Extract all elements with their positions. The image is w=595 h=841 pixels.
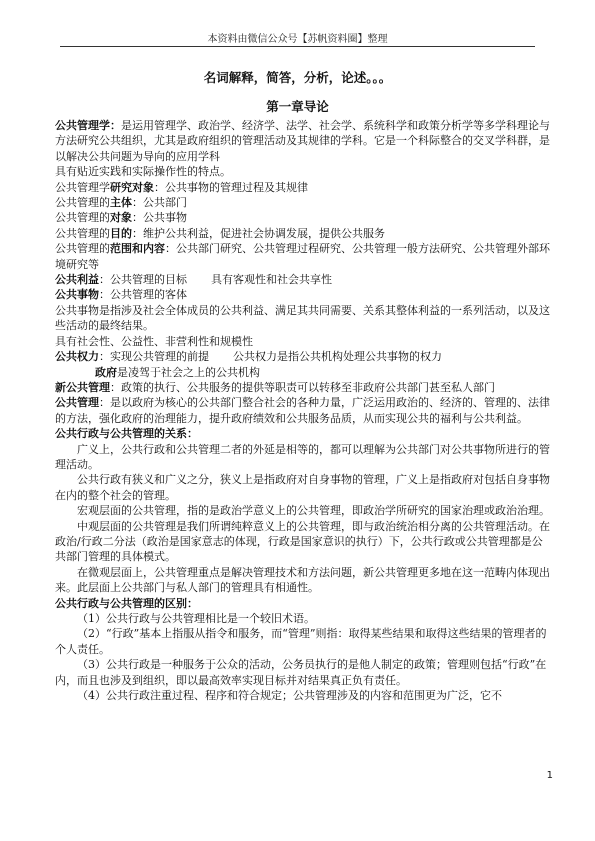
difference-heading: 公共行政与公共管理的区别：: [55, 596, 198, 610]
difference-item: （2）“行政”基本上指服从指令和服务，而“管理”则指：取得某些结果和取得这些结果的管理者的个人责任。: [55, 627, 547, 656]
term-label: 新公共管理: [55, 380, 110, 394]
interest-line: 公共利益：公共管理的目标 具有客观性和社会共享性: [55, 273, 332, 287]
scope-line: 公共管理的范围和内容：公共部门研究、公共管理过程研究、公共管理一般方法研究、公共管理外部环境研究等: [55, 242, 550, 271]
object-line: 公共管理学研究对象：公共事物的管理过程及其规律: [55, 180, 308, 194]
term-label: 公共管理: [55, 396, 99, 410]
relation-paragraph: 宏观层面的公共管理，指的是政治学意义上的公共管理，即政治学所研究的国家治理或政治治理。: [77, 504, 550, 518]
new-public-management-line: 新公共管理：政策的执行、公共服务的提供等职责可以转移至非政府公共部门甚至私人部门: [55, 380, 495, 394]
page-number: 1: [546, 770, 553, 781]
definition-text: 是运用管理学、政治学、经济学、法学、社会学、系统科学和政策分析学等多学科理论与方法研究公共组织，尤其是政府组织的管理活动及其规律的学科。它是一个科际整合的交叉学科群，是以解决公共问题为导向的应用学科: [55, 119, 550, 163]
government-line: 政府是凌驾于社会之上的公共机构: [95, 365, 260, 379]
header-rule: [60, 46, 535, 47]
term-label: 公共事物: [55, 288, 99, 302]
term-label: 范围和内容: [110, 242, 165, 256]
relation-paragraph: 在微观层面上，公共管理重点是解决管理技术和方法问题，新公共管理更多地在这一范畴内体现出来。此层面上公共部门与私人部门的管理具有相通性。: [55, 565, 550, 595]
target-line: 公共管理的对象：公共事物: [55, 211, 187, 225]
term-label: 目的: [110, 226, 132, 240]
term-label: 研究对象: [110, 180, 154, 194]
term-label: 公共管理学：: [55, 119, 121, 132]
relation-paragraph: 中观层面的公共管理是我们所谓纯粹意义上的公共管理，即与政治统治相分离的公共管理活动。在政治/行政二分法（政治是国家意志的体现，行政是国家意识的执行）下，公共行政或公共管理都是公共部门管理的具体模式。: [55, 519, 550, 564]
difference-item: （3）公共行政是一种服务于公众的活动，公务员执行的是他人制定的政策；管理则包括“行政”在内，而且也涉及到组织，即以最高效率实现目标并对结果真正负有责任。: [55, 658, 547, 687]
subject-line: 公共管理的主体：公共部门: [55, 196, 187, 210]
difference-item: （4）公共行政注重过程、程序和符合规定；公共管理涉及的内容和范围更为广泛，它不: [77, 689, 502, 703]
public-management-definition: 公共管理：是以政府为核心的公共部门整合社会的各种力量，广泛运用政治的、经济的、管理的、法律的方法，强化政府的治理能力，提升政府绩效和公共服务品质，从而实现公共的福利与公共利益。: [55, 396, 550, 425]
document-body: [55, 118, 553, 703]
relation-heading: 公共行政与公共管理的关系：: [55, 427, 198, 441]
definition-paragraph: [55, 118, 553, 164]
chapter-title: 第一章导论: [266, 99, 329, 114]
relation-paragraph: 公共行政有狭义和广义之分，狭义上是指政府对自身事物的管理，广义上是指政府对包括自身事物在内的整个社会的管理。: [55, 473, 550, 502]
definition-trait: 具有贴近实践和实际操作性的特点。: [55, 165, 231, 179]
affairs-traits: 具有社会性、公益性、非营利性和规模性: [55, 334, 253, 348]
term-label: 政府: [95, 365, 117, 379]
relation-paragraph: 广义上，公共行政和公共管理二者的外延是相等的，都可以理解为公共部门对公共事物所进行的管理活动。: [55, 442, 550, 471]
document-subtitle: 名词解释，简答，分析，论述。。。: [203, 70, 392, 85]
page-header: 本资料由微信公众号【苏帆资料圈】整理: [207, 34, 388, 45]
term-label: 公共利益: [55, 273, 99, 287]
difference-item: （1）公共行政与公共管理相比是一个较旧术语。: [77, 612, 315, 625]
goal-line: 公共管理的目的：维护公共利益，促进社会协调发展，提供公共服务: [55, 226, 385, 240]
term-label: 对象: [110, 211, 132, 225]
power-line: 公共权力：实现公共管理的前提 公共权力是指公共机构处理公共事物的权力: [55, 350, 442, 364]
affairs-definition: 公共事物是指涉及社会全体成员的公共利益、满足其共同需要、关系其整体利益的一系列活动，以及这些活动的最终结果。: [55, 303, 550, 333]
term-label: 主体: [110, 196, 132, 210]
affairs-line: 公共事物：公共管理的客体: [55, 288, 187, 302]
term-label: 公共权力: [55, 350, 99, 364]
